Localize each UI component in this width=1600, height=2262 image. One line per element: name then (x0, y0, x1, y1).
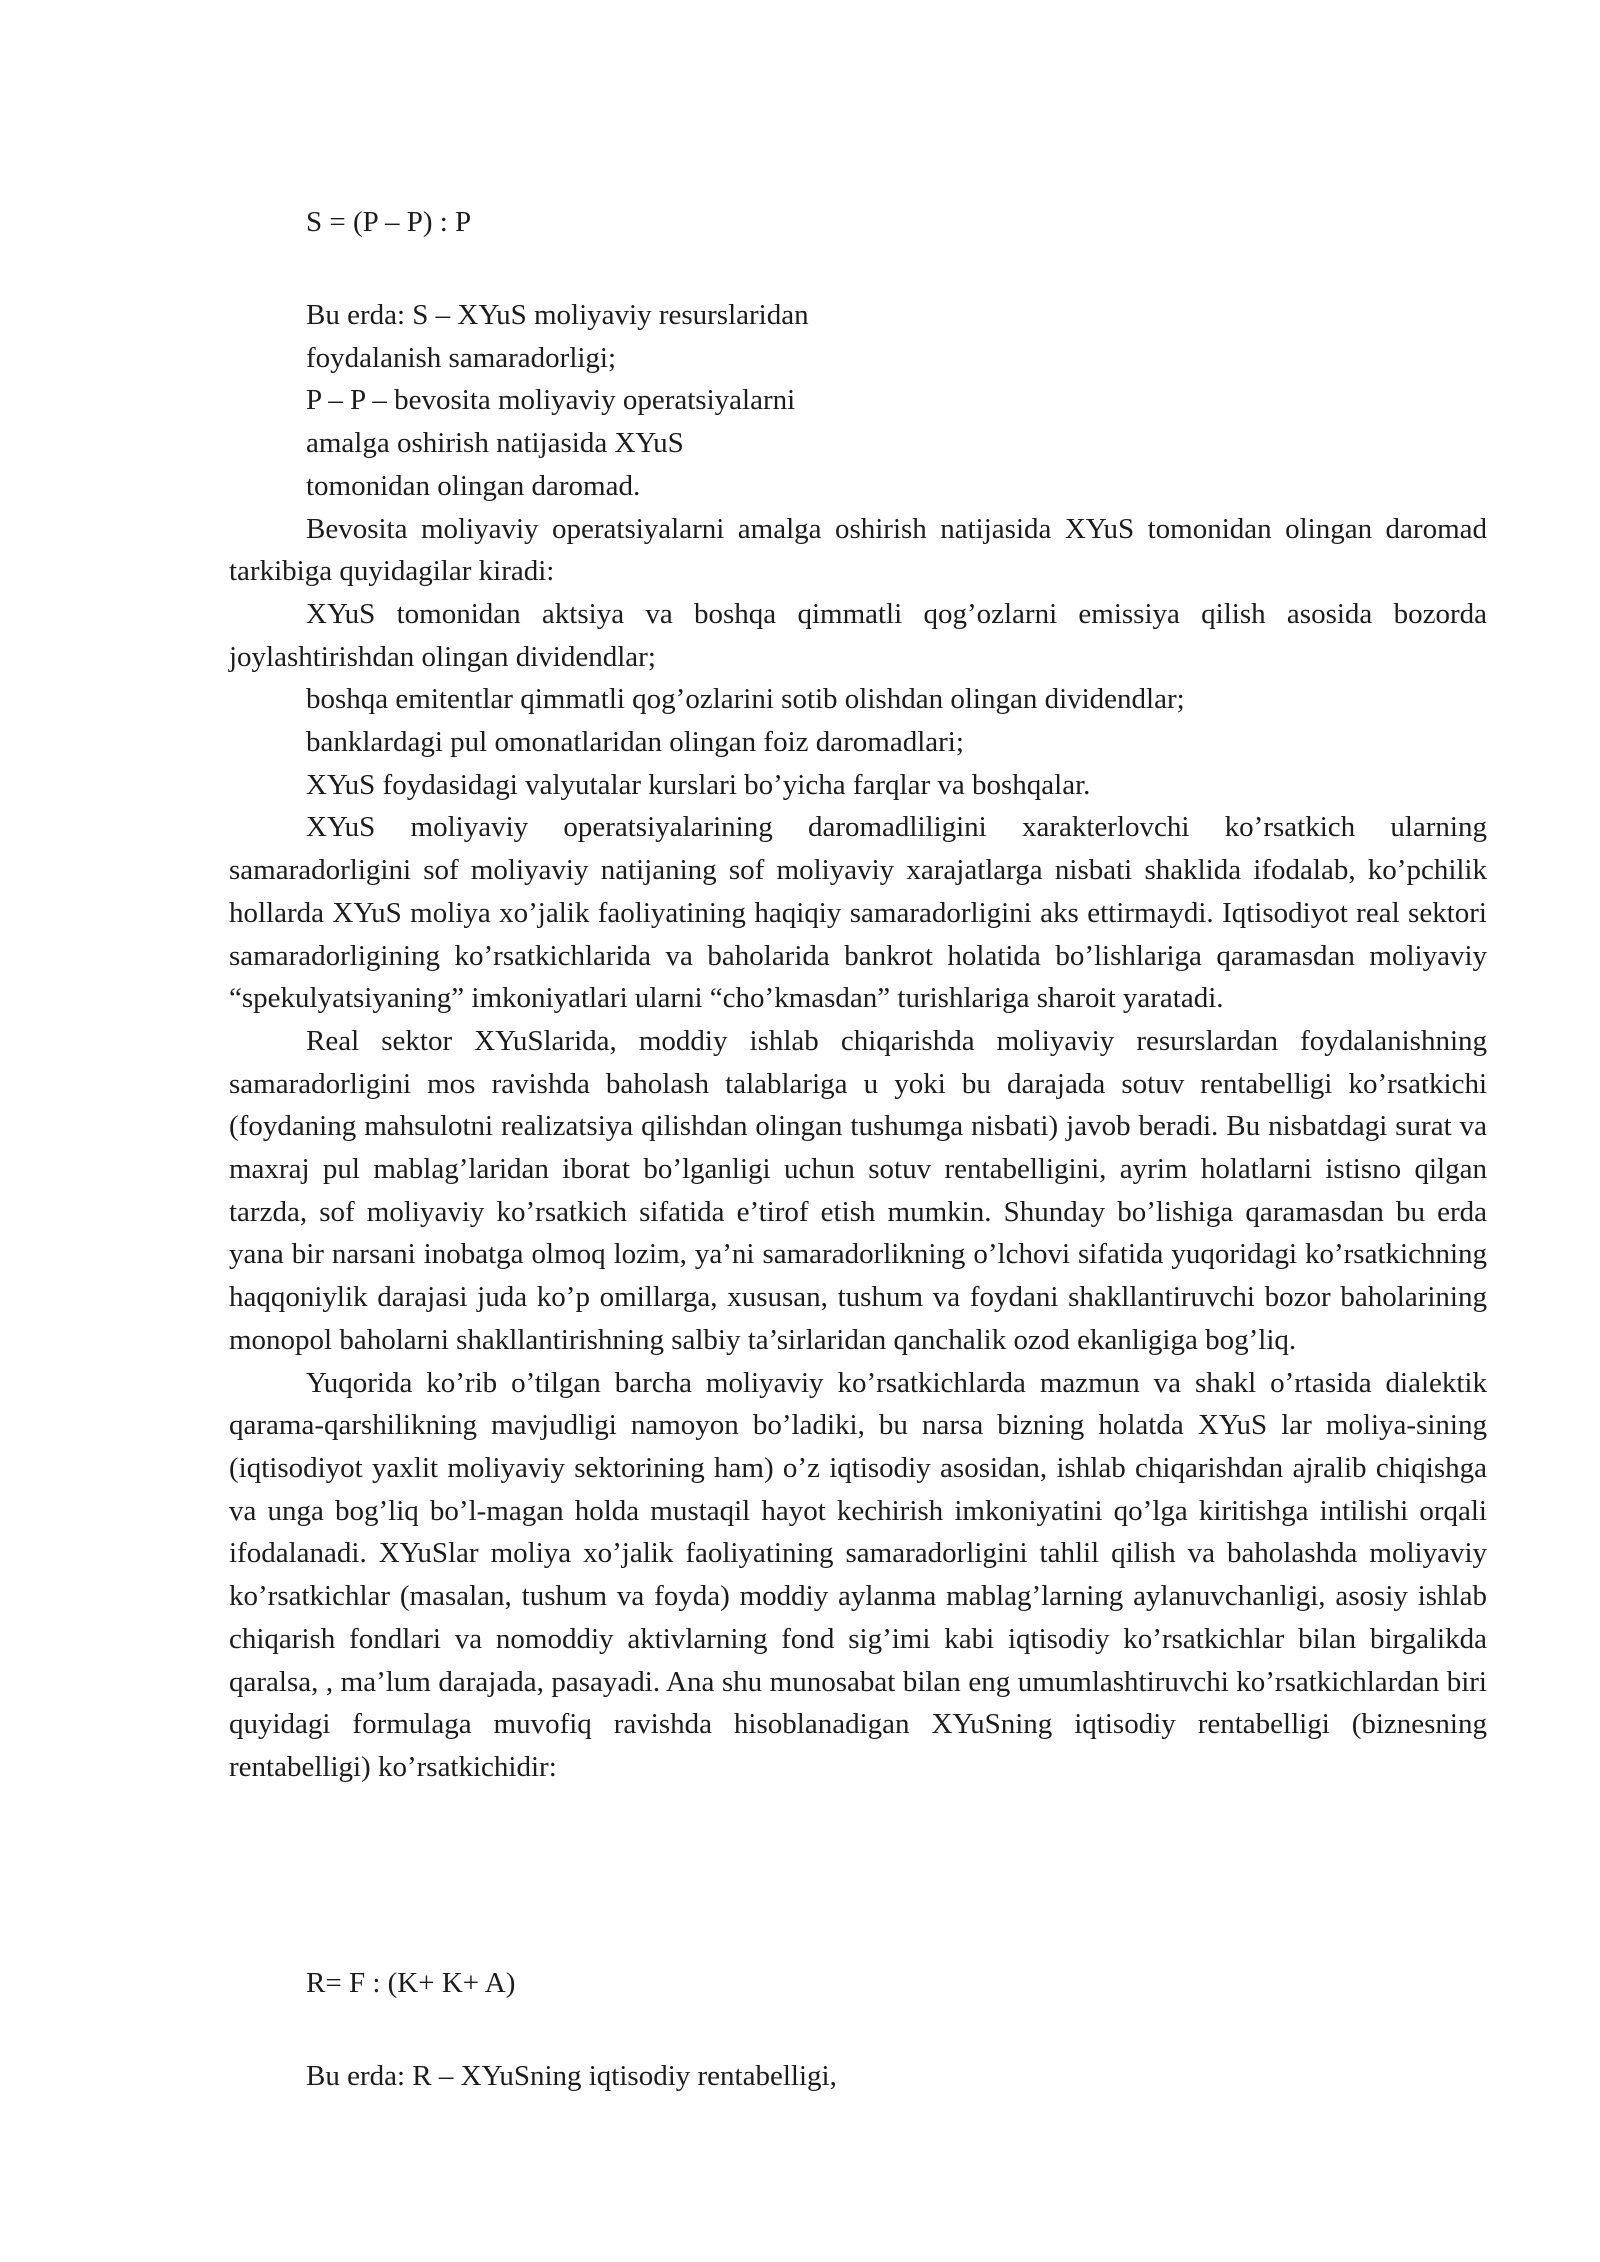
legend-line: Bu erda: S – XYuS moliyaviy resurslaridan (306, 299, 809, 331)
legend-line: foydalanish samaradorligi; (306, 341, 617, 374)
list-item: XYuS foydasidagi valyutalar kurslari bo’yicha farqlar va boshqalar. (306, 768, 1091, 801)
legend-line: amalga oshirish natijasida XYuS (306, 427, 684, 460)
body-paragraph: Yuqorida ko’rib o’tilgan barcha moliyaviy ko’rsatkichlarda mazmun va shakl o’rtasida dialektik qarama-qarshilikning mavjudligi namoyon bo’ladiki, bu narsa bizning holatda XYuS lar moliya-sining (iqtisodiyot yaxlit moliyaviy sektorining ham) o’z iqtisodiy asosidan, ishlab chiqarishdan ajralib chiqishga va unga bog’liq bo’l-magan holda mustaqil hayot kechirish imkoniyatini qo’lga kiritishga intilishi orqali ifodalanadi. XYuSlar moliya xo’jalik faoliyatining samaradorligini tahlil qilish va baholashda moliyaviy ko’rsatkichlar (masalan, tushum va foyda) moddiy aylanma mablag’larning aylanuvchanligi, asosiy ishlab chiqarish fondlari va nomoddiy aktivlarning fond sig’imi kabi iqtisodiy ko’rsatkichlar bilan birgalikda qaralsa, , ma’lum darajada, pasayadi. Ana shu munosabat bilan eng umumlashtiruvchi ko’rsatkichlardan biri quyidagi formulaga muvofiq ravishda hisoblanadigan XYuSning iqtisodiy rentabelligi (biznesning rentabelligi) ko’rsatkichidir: (229, 1366, 1487, 1783)
formula-r (229, 1962, 1487, 2005)
body-paragraph: XYuS moliyaviy operatsiyalarining daromadliligini xarakterlovchi ko’rsatkich ularning samaradorligini sof moliyaviy natijaning sof moliyaviy xarajatlarga nisbati shaklida ifodalab, ko’pchilik hollarda XYuS moliya xo’jalik faoliyatining haqiqiy samaradorligini aks ettirmaydi. Iqtisodiyot real sektori samaradorligining ko’rsatkichlarida va baholarida bankrot holatida bo’lishlariga qaramasdan moliyaviy “spekulyatsiyaning” imkoniyatlari ularni “cho’kmasdan” turishlariga sharoit yaratadi. (229, 811, 1487, 1015)
formula-r-text: R= F : (K+ K+ A) (306, 1967, 516, 1999)
formula-s-text: S = (P – P) : P (306, 206, 472, 238)
formula-r-legend (229, 2055, 1487, 2098)
body-paragraph: Bevosita moliyaviy operatsiyalarni amalga oshirish natijasida XYuS tomonidan olingan daromad tarkibiga quyidagilar kiradi: (229, 512, 1487, 588)
list-item: banklardagi pul omonatlaridan olingan foiz daromadlari; (306, 726, 964, 759)
formula-s (229, 201, 1487, 244)
formula-s-legend (229, 294, 1487, 1789)
body-paragraph: XYuS tomonidan aktsiya va boshqa qimmatli qog’ozlarni emissiya qilish asosida bozorda joylashtirishdan olingan dividendlar; (229, 597, 1487, 673)
list-item: boshqa emitentlar qimmatli qog’ozlarini sotib olishdan olingan dividendlar; (306, 683, 1185, 716)
legend-line: tomonidan olingan daromad. (306, 469, 641, 502)
legend-line: Bu erda: R – XYuSning iqtisodiy rentabelligi, (306, 2060, 837, 2092)
legend-line: P – P – bevosita moliyaviy operatsiyalarni (306, 384, 796, 417)
body-paragraph: Real sektor XYuSlarida, moddiy ishlab chiqarishda moliyaviy resurslardan foydalanishning samaradorligini mos ravishda baholash talablariga u yoki bu darajada sotuv rentabelligi ko’rsatkichi (foydaning mahsulotni realizatsiya qilishdan olingan tushumga nisbati) javob beradi. Bu nisbatdagi surat va maxraj pul mablag’laridan iborat bo’lganligi uchun sotuv rentabelligini, ayrim holatlarni istisno qilgan tarzda, sof moliyaviy ko’rsatkich sifatida e’tirof etish mumkin. Shunday bo’lishiga qaramasdan bu erda yana bir narsani inobatga olmoq lozim, ya’ni samaradorlikning o’lchovi sifatida yuqoridagi ko’rsatkichning haqqoniylik darajasi juda ko’p omillarga, xususan, tushum va foydani shakllantiruvchi bozor baholarining monopol baholarni shakllantirishning salbiy ta’sirlaridan qanchalik ozod ekanligiga bog’liq. (229, 1024, 1487, 1356)
